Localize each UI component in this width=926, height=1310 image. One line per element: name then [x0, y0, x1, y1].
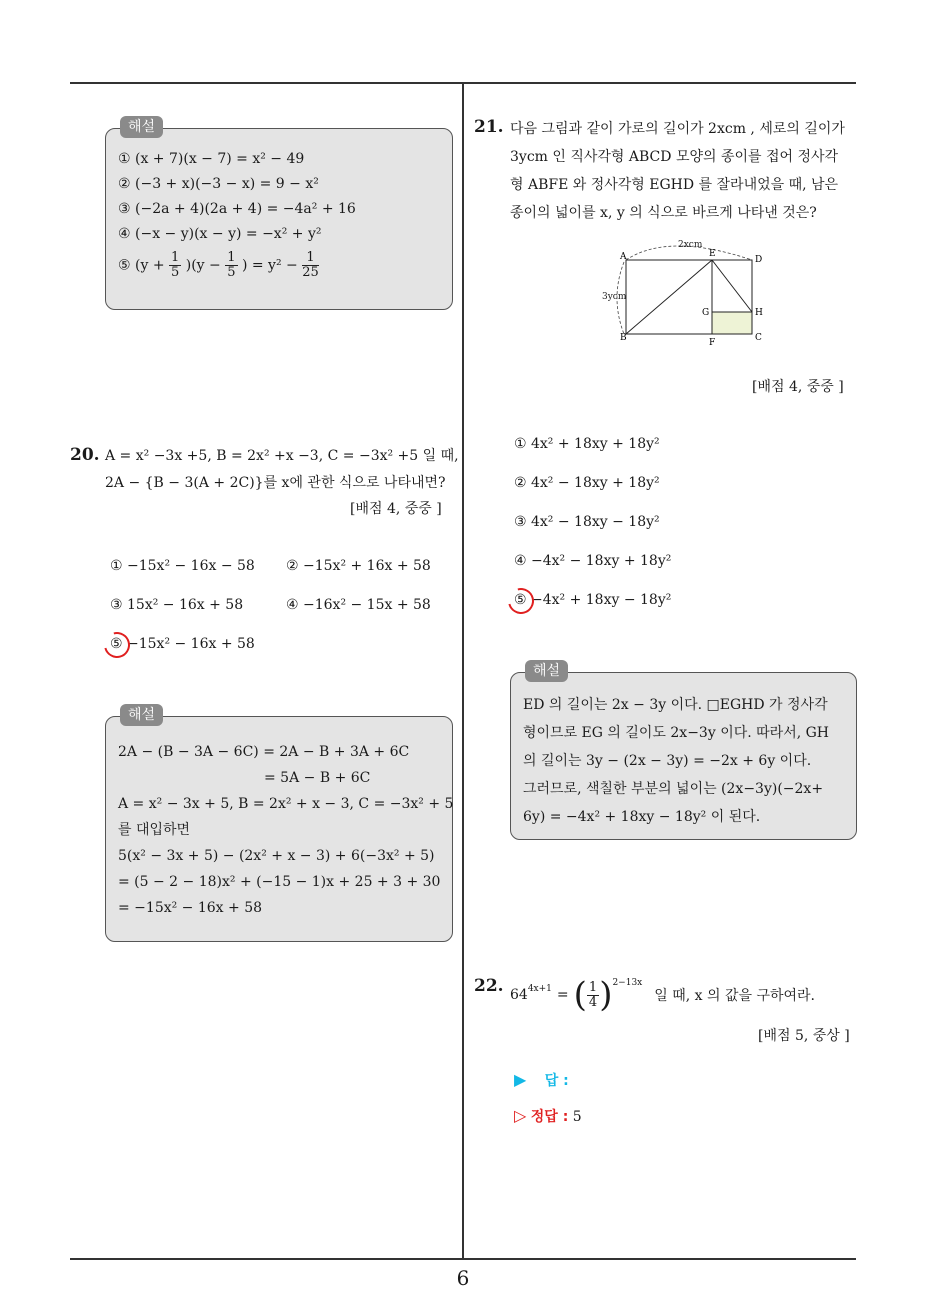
choice-5[interactable]: ⑤ −15x² − 16x + 58: [110, 636, 255, 652]
solution-line: 그러므로, 색칠한 부분의 넓이는 (2x−3y)(−2x+: [523, 781, 824, 797]
solution-line: 의 길이는 3y − (2x − 3y) = −2x + 6y 이다.: [523, 753, 812, 769]
point-H: H: [755, 308, 763, 318]
correct-answer-row: [514, 1106, 582, 1126]
figure-top-label: 2xcm: [678, 240, 703, 250]
question-text-21: 다음 그림과 같이 가로의 길이가 2xcm , 세로의 길이가 3ycm 인 직사각형 ABCD 모양의 종이를 접어 정사각 형 ABFE 와 정사각형 EGHD 를 잘라내었을 때, 남은 종이의 넓이를 x, y 의 식으로 바르게 나타낸 것은?: [510, 121, 845, 221]
correct-answer-value: 5: [572, 1109, 582, 1125]
fraction: $\frac{1}{4}$: [588, 979, 598, 1010]
solution-box-21: [510, 663, 857, 840]
solution-line: A = x² − 3x + 5, B = 2x² + x − 3, C = −3x² + 5: [118, 796, 454, 812]
fraction: $\frac{1}{25}$: [302, 250, 319, 280]
fraction: $\frac{1}{5}$: [171, 250, 180, 280]
question-number-21: 21.: [474, 117, 504, 137]
solution-line: ① (x + 7)(x − 7) = x² − 49: [118, 151, 305, 167]
question-meta-22: [배점 5, 중상 ]: [758, 1028, 850, 1044]
play-arrow-icon: ▶: [514, 1070, 527, 1089]
solution-tag: 해설: [525, 660, 568, 682]
question-number-22: 22.: [474, 976, 504, 996]
question-number-20: 20.: [70, 445, 100, 465]
solution-line: ② (−3 + x)(−3 − x) = 9 − x²: [118, 176, 319, 192]
solution-line: 2A − (B − 3A − 6C) = 2A − B + 3A + 6C: [118, 744, 410, 760]
choice-3[interactable]: ③ 15x² − 16x + 58: [110, 597, 244, 613]
solution-tag: 해설: [120, 704, 163, 726]
point-E: E: [709, 249, 716, 259]
answer-row: [514, 1070, 569, 1090]
answer-circle-mark: [99, 627, 135, 663]
choice-4[interactable]: ④ −16x² − 15x + 58: [286, 597, 431, 613]
choice-1[interactable]: ① −15x² − 16x − 58: [110, 558, 255, 574]
solution-line: ED 의 길이는 2x − 3y 이다. □EGHD 가 정사각: [523, 697, 828, 713]
point-D: D: [755, 255, 763, 265]
outline-arrow-icon: ▷: [514, 1106, 527, 1125]
solution-line: = −15x² − 16x + 58: [118, 900, 263, 916]
solution-line: ④ (−x − y)(x − y) = −x² + y²: [118, 226, 322, 242]
question-meta-20: [배점 4, 중중 ]: [350, 501, 442, 517]
column-divider: [462, 84, 464, 1258]
point-A: A: [620, 252, 627, 262]
solution-box-20: [105, 707, 454, 942]
figure-side-label: 3ycm: [602, 292, 627, 302]
solution-line: 형이므로 EG 의 길이도 2x−3y 이다. 따라서, GH: [523, 725, 830, 741]
answer-label: 답 :: [544, 1073, 569, 1089]
choice-2[interactable]: ② 4x² − 18xy + 18y²: [514, 475, 660, 491]
point-B: B: [620, 333, 627, 343]
solution-line: 를 대입하면: [118, 822, 191, 838]
solution-line: = (5 − 2 − 18)x² + (−15 − 1)x + 25 + 3 + 30: [118, 874, 441, 890]
bottom-rule: [70, 1258, 856, 1260]
solution-line-fractions: ⑤ (y + $\frac{1}{5}$ )(y − $\frac{1}{5}$ ) = y² − $\frac{1}{25}$: [118, 250, 319, 280]
choice-4[interactable]: ④ −4x² − 18xy + 18y²: [514, 553, 672, 569]
solution-box-19: [105, 119, 453, 310]
rectangle-figure: [596, 236, 772, 348]
choice-3[interactable]: ③ 4x² − 18xy − 18y²: [514, 514, 660, 530]
question-meta-21: [배점 4, 중중 ]: [752, 379, 844, 395]
page-number: 6: [456, 1266, 470, 1290]
point-F: F: [709, 338, 716, 348]
question-text-20: A = x² −3x +5, B = 2x² +x −3, C = −3x² +5 일 때, 2A − {B − 3(A + 2C)}를 x에 관한 식으로 나타내면?: [105, 448, 459, 491]
solution-line: 6y) = −4x² + 18xy − 18y² 이 된다.: [523, 809, 761, 825]
choice-5[interactable]: ⑤ −4x² + 18xy − 18y²: [514, 592, 672, 608]
solution-line: 5(x² − 3x + 5) − (2x² + x − 3) + 6(−3x² + 5): [118, 848, 435, 864]
correct-answer-label: 정답 :: [530, 1109, 569, 1125]
answer-circle-mark: [503, 583, 539, 619]
point-G: G: [702, 308, 710, 318]
choice-1[interactable]: ① 4x² + 18xy + 18y²: [514, 436, 660, 452]
solution-line: ③ (−2a + 4)(2a + 4) = −4a² + 16: [118, 201, 356, 217]
fraction: $\frac{1}{5}$: [227, 250, 236, 280]
choice-2[interactable]: ② −15x² + 16x + 58: [286, 558, 431, 574]
solution-line: = 5A − B + 6C: [264, 770, 371, 786]
point-C: C: [755, 333, 762, 343]
question-text-22: 64 $^{4x+1}$ = ( $\frac{1}{4}$ ) $^{2-13x}$ 일 때, x 의 값을 구하여라.: [510, 975, 816, 1015]
solution-tag: 해설: [120, 116, 163, 138]
